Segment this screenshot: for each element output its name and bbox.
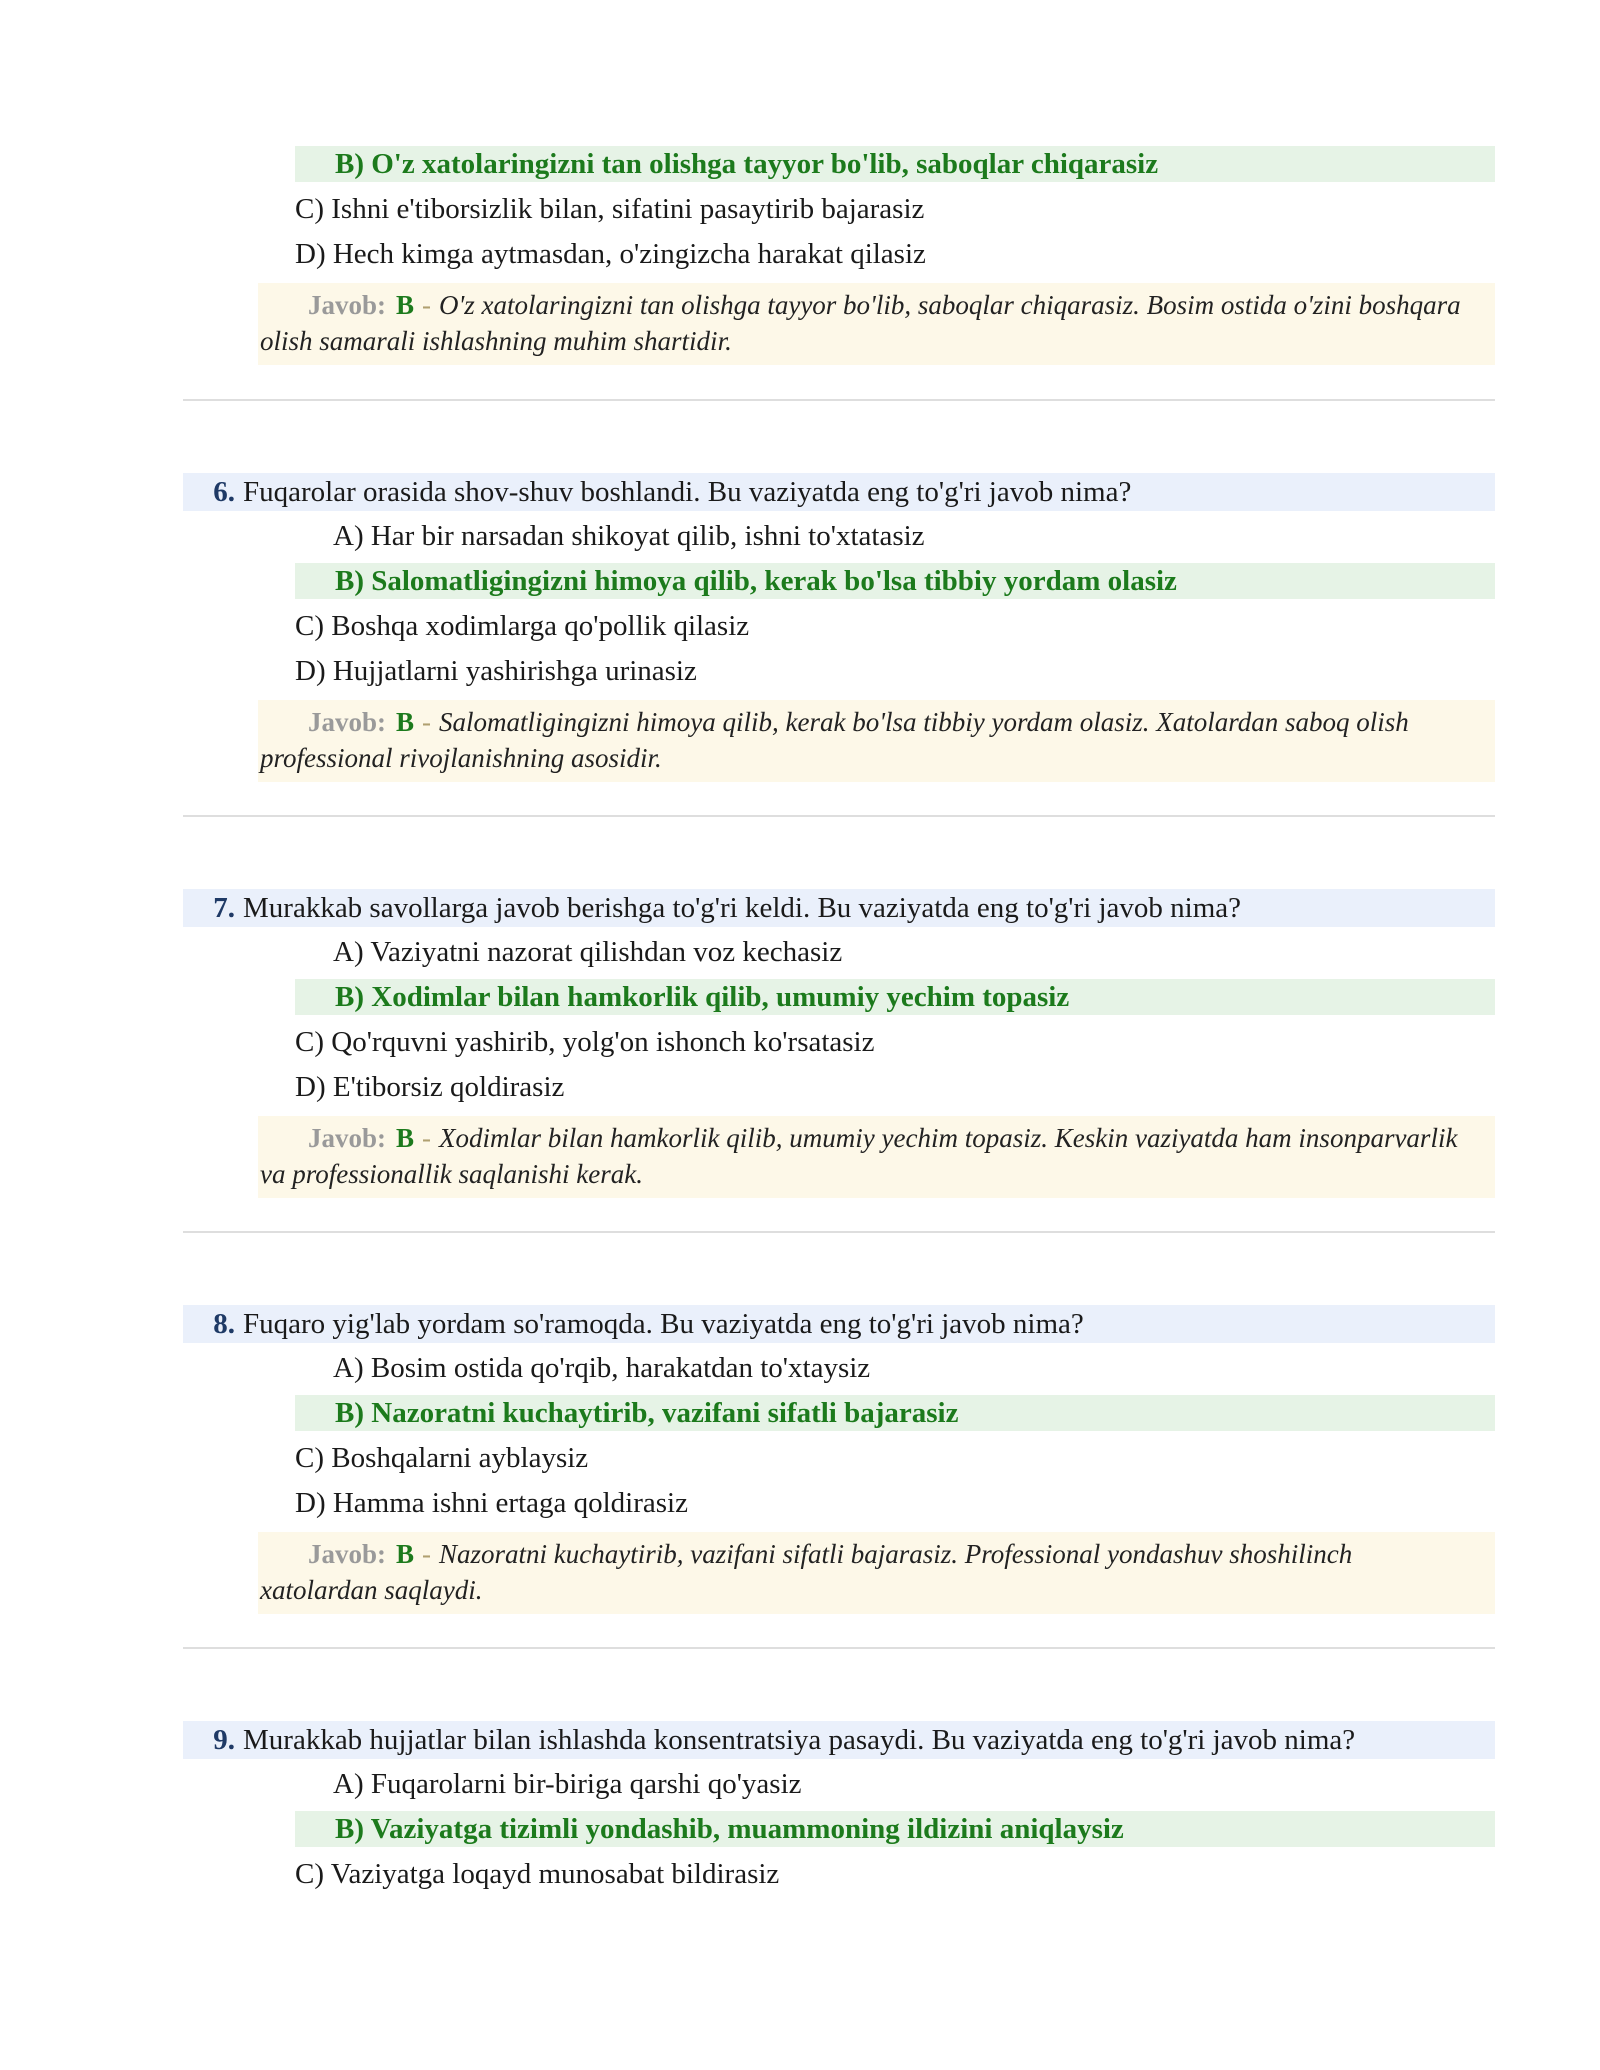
question-text: Fuqarolar orasida shov-shuv boshlandi. Bu vaziyatda eng to'g'ri javob nima? — [243, 476, 1132, 508]
question-8 — [183, 1305, 1495, 1343]
answer-box — [258, 1532, 1495, 1614]
option-c: C) Vaziyatga loqayd munosabat bildirasiz — [295, 1858, 780, 1890]
answer-text: Salomatligingizni himoya qilib, kerak bo'lsa tibbiy yordam olasiz. Xatolardan saboq olish professional rivojlanishning asosidir. — [260, 707, 1409, 773]
question-text: Murakkab hujjatlar bilan ishlashda konsentratsiya pasaydi. Bu vaziyatda eng to'g'ri javob nima? — [243, 1724, 1356, 1756]
option-a: A) Bosim ostida qo'rqib, harakatdan to'xtaysiz — [333, 1352, 871, 1384]
option-a: A) Har bir narsadan shikoyat qilib, ishni to'xtatasiz — [333, 520, 925, 552]
answer-label: Javob: — [308, 707, 387, 737]
option-c: C) Ishni e'tiborsizlik bilan, sifatini pasaytirib bajarasiz — [295, 193, 925, 225]
option-a: A) Vaziyatni nazorat qilishdan voz kechasiz — [333, 936, 843, 968]
answer-dash: - — [422, 1123, 432, 1153]
question-text: Fuqaro yig'lab yordam so'ramoqda. Bu vaziyatda eng to'g'ri javob nima? — [243, 1308, 1084, 1340]
question-text: Murakkab savollarga javob berishga to'g'ri keldi. Bu vaziyatda eng to'g'ri javob nima? — [243, 892, 1242, 924]
divider — [183, 815, 1495, 817]
answer-text: Xodimlar bilan hamkorlik qilib, umumiy yechim topasiz. Keskin vaziyatda ham insonparvarlik va professionallik saqlanishi kerak. — [260, 1123, 1458, 1189]
answer-box — [258, 283, 1495, 365]
option-d: D) Hamma ishni ertaga qoldirasiz — [295, 1487, 688, 1519]
answer-letter: B — [396, 707, 415, 737]
option-c: C) Qo'rquvni yashirib, yolg'on ishonch ko'rsatasiz — [295, 1026, 875, 1058]
option-b-correct: B) Xodimlar bilan hamkorlik qilib, umumiy yechim topasiz — [295, 979, 1495, 1015]
option-d: D) Hech kimga aytmasdan, o'zingizcha harakat qilasiz — [295, 238, 926, 270]
answer-box — [258, 1116, 1495, 1198]
answer-text: Nazoratni kuchaytirib, vazifani sifatli bajarasiz. Professional yondashuv shoshilinch xatolardan saqlaydi. — [260, 1539, 1353, 1605]
divider — [183, 1231, 1495, 1233]
option-b-correct: B) Nazoratni kuchaytirib, vazifani sifatli bajarasiz — [295, 1395, 1495, 1431]
question-7 — [183, 889, 1495, 927]
option-c: C) Boshqalarni ayblaysiz — [295, 1442, 589, 1474]
option-b-correct: B) O'z xatolaringizni tan olishga tayyor bo'lib, saboqlar chiqarasiz — [295, 146, 1495, 182]
option-a: A) Fuqarolarni bir-biriga qarshi qo'yasiz — [333, 1768, 802, 1800]
answer-label: Javob: — [308, 290, 387, 320]
answer-dash: - — [422, 1539, 432, 1569]
option-c: C) Boshqa xodimlarga qo'pollik qilasiz — [295, 610, 750, 642]
question-number: 9. — [213, 1724, 235, 1756]
question-9 — [183, 1721, 1495, 1759]
option-d: D) Hujjatlarni yashirishga urinasiz — [295, 655, 697, 687]
answer-label: Javob: — [308, 1539, 387, 1569]
answer-dash: - — [422, 290, 432, 320]
option-d: D) E'tiborsiz qoldirasiz — [295, 1071, 565, 1103]
question-number: 7. — [213, 892, 235, 924]
answer-letter: B — [396, 290, 415, 320]
answer-text: O'z xatolaringizni tan olishga tayyor bo'lib, saboqlar chiqarasiz. Bosim ostida o'zini boshqara olish samarali ishlashning muhim shartidir. — [260, 290, 1461, 356]
answer-box — [258, 700, 1495, 782]
question-number: 8. — [213, 1308, 235, 1340]
answer-dash: - — [422, 707, 432, 737]
option-b-correct: B) Vaziyatga tizimli yondashib, muammoning ildizini aniqlaysiz — [295, 1811, 1495, 1847]
option-b-correct: B) Salomatligingizni himoya qilib, kerak bo'lsa tibbiy yordam olasiz — [295, 563, 1495, 599]
answer-letter: B — [396, 1123, 415, 1153]
question-6 — [183, 473, 1495, 511]
divider — [183, 1647, 1495, 1649]
answer-letter: B — [396, 1539, 415, 1569]
divider — [183, 399, 1495, 401]
answer-label: Javob: — [308, 1123, 387, 1153]
question-number: 6. — [213, 476, 235, 508]
